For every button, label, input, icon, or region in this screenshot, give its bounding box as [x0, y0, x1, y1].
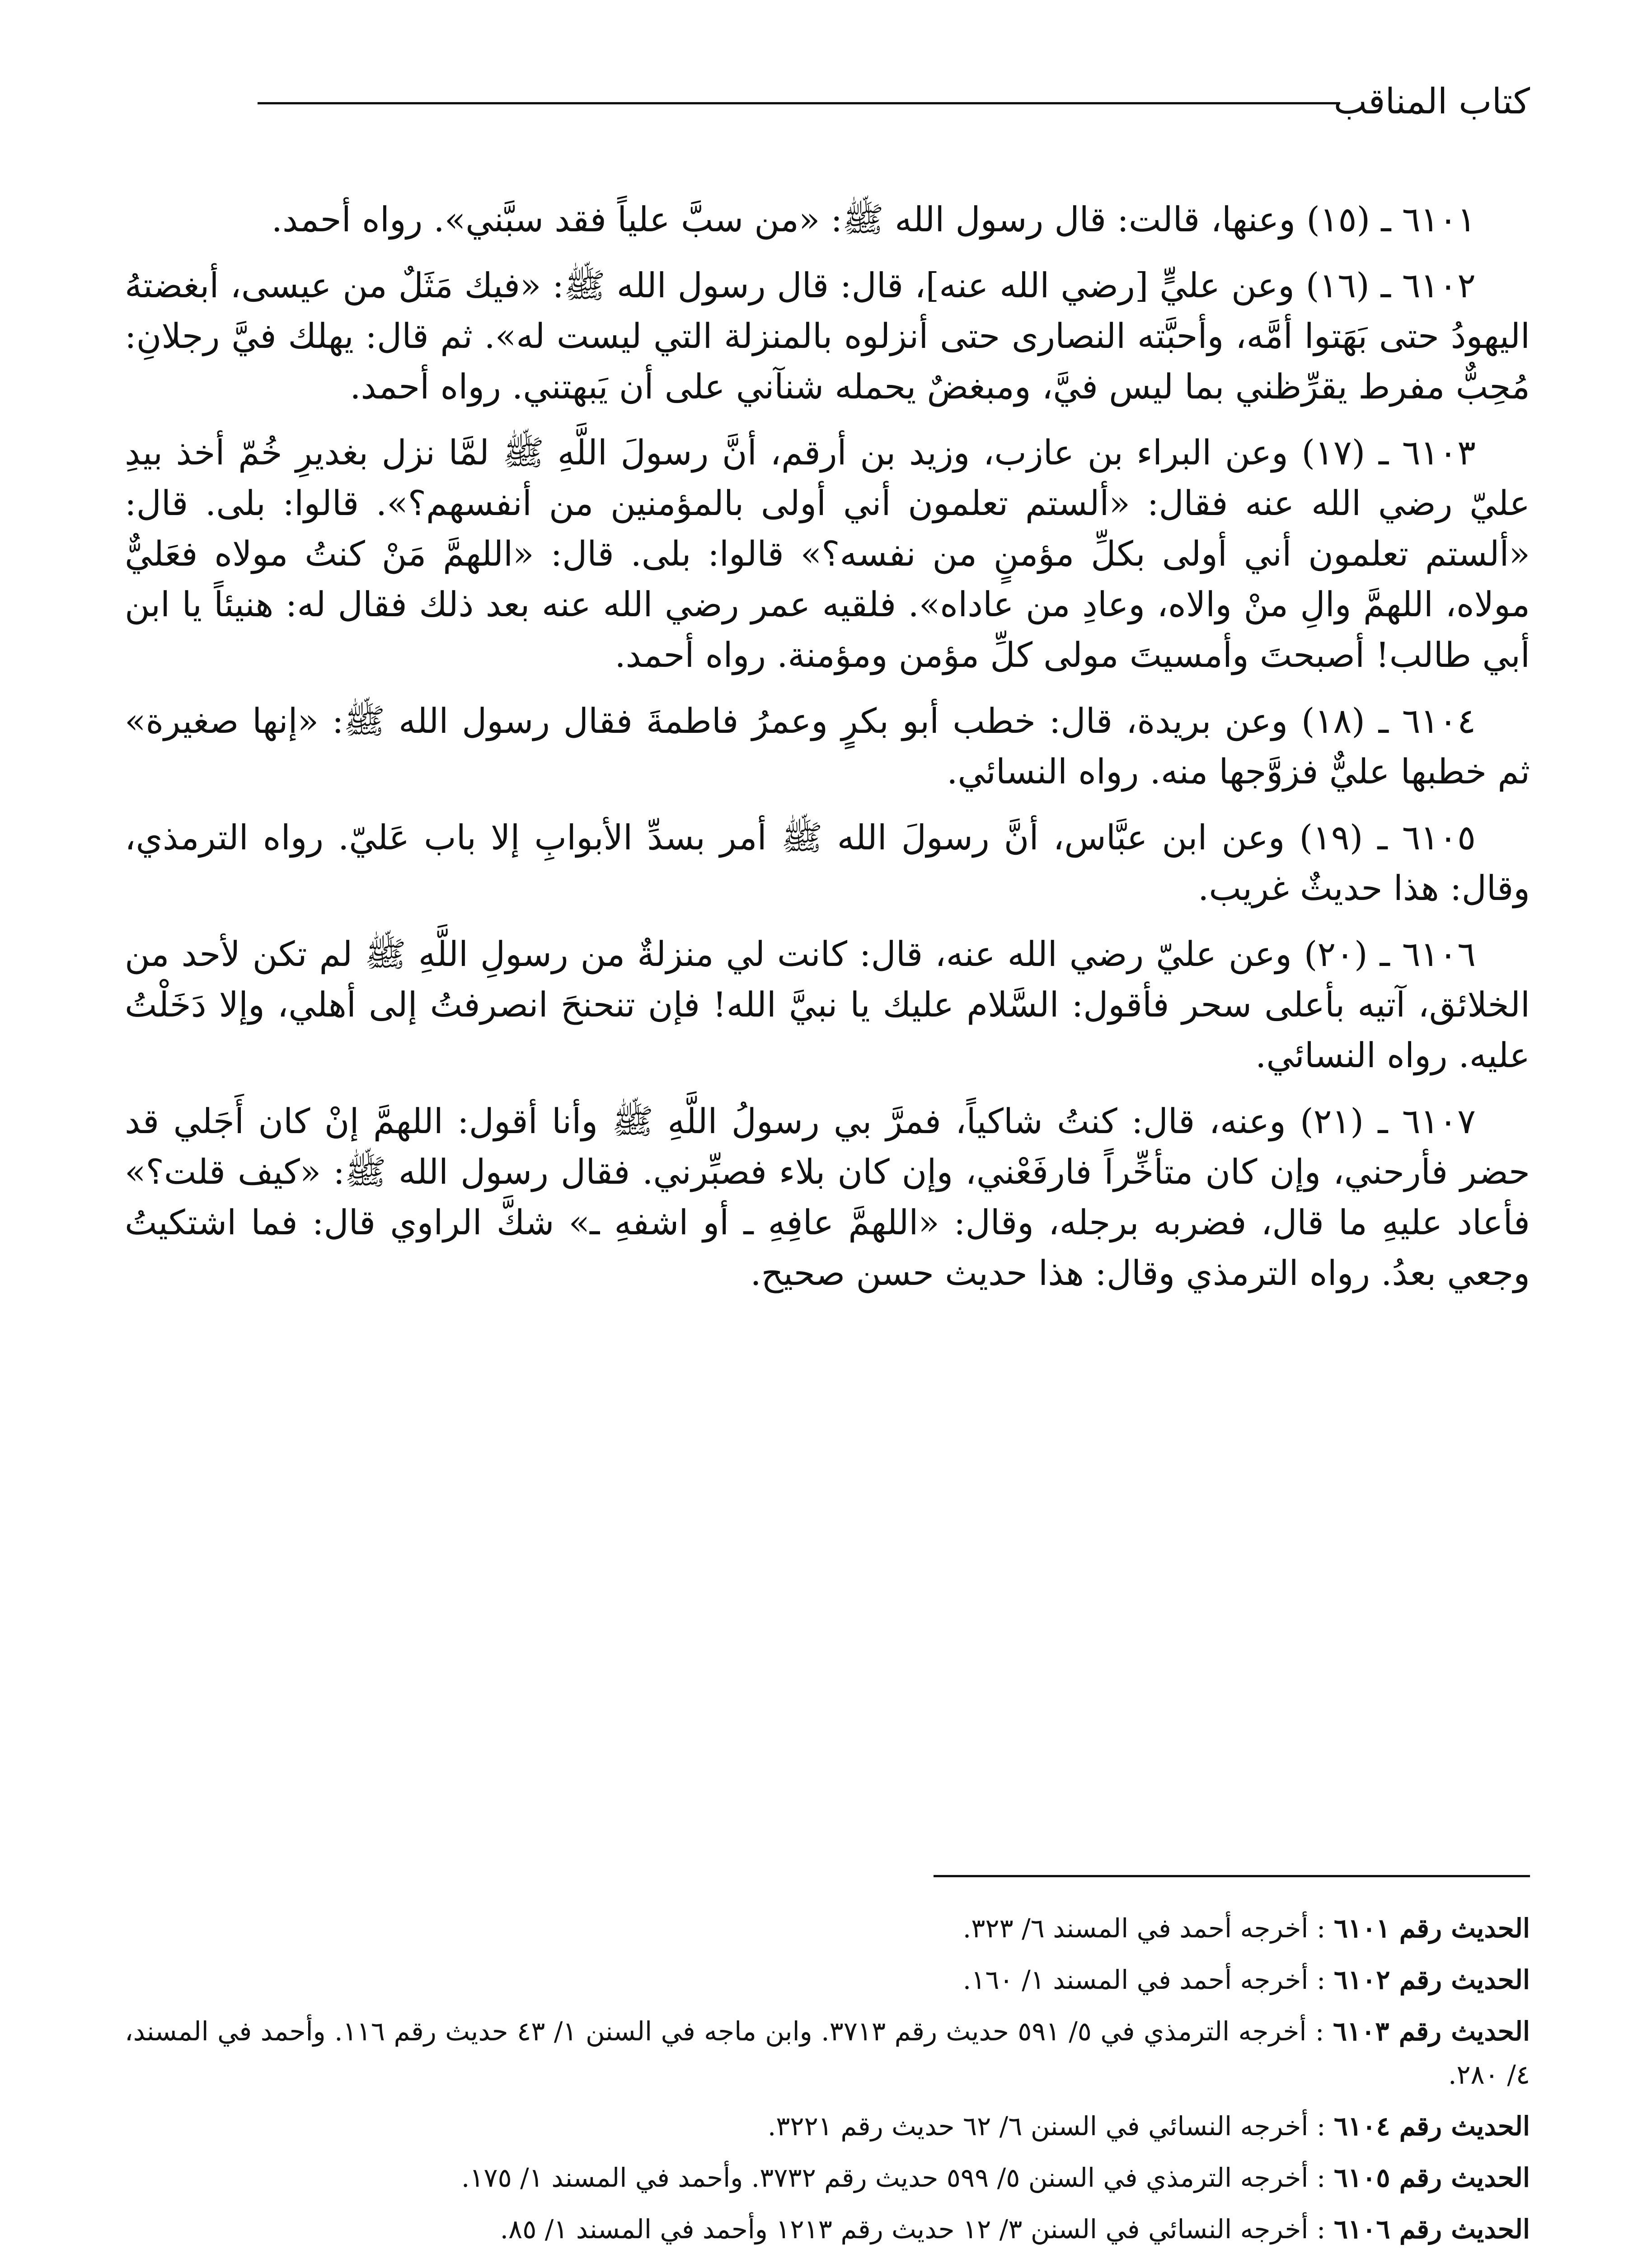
- footnote-6102: [125, 1958, 1530, 2001]
- footnote-label: الحديث رقم ٦١٠١: [1333, 1913, 1530, 1944]
- page-header: [122, 77, 1530, 131]
- hadith-6103: ٦١٠٣ ـ (١٧) وعن البراء بن عازب، وزيد بن أرقم، أنَّ رسولَ اللَّهِ ﷺ لمَّا نزل بغديرِ خُمّ أخذ بيدِ عليّ رضي الله عنه فقال: «ألستم تعلمون أني أولى بالمؤمنين من أنفسهم؟». قالوا: بلى. قال: «ألستم تعلمون أني أولى بكلِّ مؤمنٍ من نفسه؟» قالوا: بلى. قال: «اللهمَّ مَنْ كنتُ مولاه فعَليٌّ مولاه، اللهمَّ والِ منْ والاه، وعادِ من عاداه». فلقيه عمر رضي الله عنه بعد ذلك فقال له: هنيئاً يا ابن أبي طالب! أصبحتَ وأمسيتَ مولى كلِّ مؤمن ومؤمنة. رواه أحمد.: [125, 432, 1530, 675]
- footnote-label: الحديث رقم ٦١٠٣: [1333, 2016, 1530, 2047]
- hadith-6105: ٦١٠٥ ـ (١٩) وعن ابن عبَّاس، أنَّ رسولَ الله ﷺ أمر بسدِّ الأبوابِ إلا باب عَليّ. رواه الترمذي، وقال: هذا حديثٌ غريب.: [125, 817, 1530, 908]
- footnote-label: الحديث رقم ٦١٠٤: [1333, 2111, 1530, 2142]
- hadith-6102: ٦١٠٢ ـ (١٦) وعن عليٍّ [رضي الله عنه]، قال: قال رسول الله ﷺ: «فيك مَثَلٌ من عيسى، أبغضتهُ اليهودُ حتى بَهَتوا أمَّه، وأحبَّته النصارى حتى أنزلوه بالمنزلة التي ليست له». ثم قال: يهلك فيَّ رجلانِ: مُحِبٌّ مفرط يقرِّظني بما ليس فيَّ، ومبغضٌ يحمله شنآني على أن يَبهتني. رواه أحمد.: [125, 265, 1530, 407]
- hadith-6104: ٦١٠٤ ـ (١٨) وعن بريدة، قال: خطب أبو بكرٍ وعمرُ فاطمةَ فقال رسول الله ﷺ: «إنها صغيرة» ثم خطبها عليٌّ فزوَّجها منه. رواه النسائي.: [125, 701, 1530, 792]
- footnote-label: الحديث رقم ٦١٠٢: [1333, 1964, 1530, 1995]
- hadith-body: [125, 194, 1530, 1314]
- hadith-6106: ٦١٠٦ ـ (٢٠) وعن عليّ رضي الله عنه، قال: كانت لي منزلةٌ من رسولِ اللَّهِ ﷺ لم تكن لأحد من الخلائق، آتيه بأعلى سحر فأقول: السَّلام عليك يا نبيَّ الله! فإن تنحنحَ انصرفتُ إلى أهلي، وإلا دَخَلْتُ عليه. رواه النسائي.: [125, 934, 1530, 1075]
- footnote-6106: [125, 2207, 1530, 2251]
- footnote-label: الحديث رقم ٦١٠٦: [1333, 2214, 1530, 2245]
- footnote-text: : أخرجه النسائي في السنن ٦/ ٦٢ حديث رقم ٣٢٢١.: [767, 2111, 1326, 2142]
- footnote-separator: [934, 1875, 1530, 1877]
- footnote-text: : أخرجه أحمد في المسند ٦/ ٣٢٣.: [962, 1913, 1326, 1944]
- chapter-title: كتاب المناقب: [1333, 81, 1530, 122]
- footnote-6105: [125, 2156, 1530, 2199]
- footnote-6101: [125, 1907, 1530, 1950]
- hadith-6107: ٦١٠٧ ـ (٢١) وعنه، قال: كنتُ شاكياً، فمرَّ بي رسولُ اللَّهِ ﷺ وأنا أقول: اللهمَّ إنْ كان أَجَلي قد حضر فأرحني، وإن كان متأخِّراً فارفَعْني، وإن كان بلاء فصبِّرني. فقال رسول الله ﷺ: «كيف قلت؟» فأعاد عليهِ ما قال، فضربه برجله، وقال: «اللهمَّ عافِهِ ـ أو اشفهِ ـ» شكَّ الراوي قال: فما اشتكيتُ وجعي بعدُ. رواه الترمذي وقال: هذا حديث حسن صحيح.: [125, 1101, 1530, 1293]
- footnotes: [125, 1907, 1530, 2259]
- footnote-6104: [125, 2104, 1530, 2148]
- header-rule: [258, 102, 1340, 104]
- footnote-text: : أخرجه الترمذي في السنن ٥/ ٥٩٩ حديث رقم ٣٧٣٢. وأحمد في المسند ١/ ١٧٥.: [461, 2162, 1326, 2193]
- footnote-text: : أخرجه أحمد في المسند ١/ ١٦٠.: [962, 1964, 1326, 1995]
- hadith-6101: ٦١٠١ ـ (١٥) وعنها، قالت: قال رسول الله ﷺ: «من سبَّ علياً فقد سبَّني». رواه أحمد.: [271, 199, 1476, 239]
- footnote-text: : أخرجه النسائي في السنن ٣/ ١٢ حديث رقم ١٢١٣ وأحمد في المسند ١/ ٨٥.: [500, 2214, 1326, 2245]
- footnote-6103: [125, 2010, 1530, 2096]
- footnote-label: الحديث رقم ٦١٠٥: [1333, 2162, 1530, 2193]
- footnote-text: : أخرجه الترمذي في ٥/ ٥٩١ حديث رقم ٣٧١٣. وابن ماجه في السنن ١/ ٤٣ حديث رقم ١١٦. وأحمد في المسند، ٤/ ٢٨٠.: [125, 2016, 1530, 2090]
